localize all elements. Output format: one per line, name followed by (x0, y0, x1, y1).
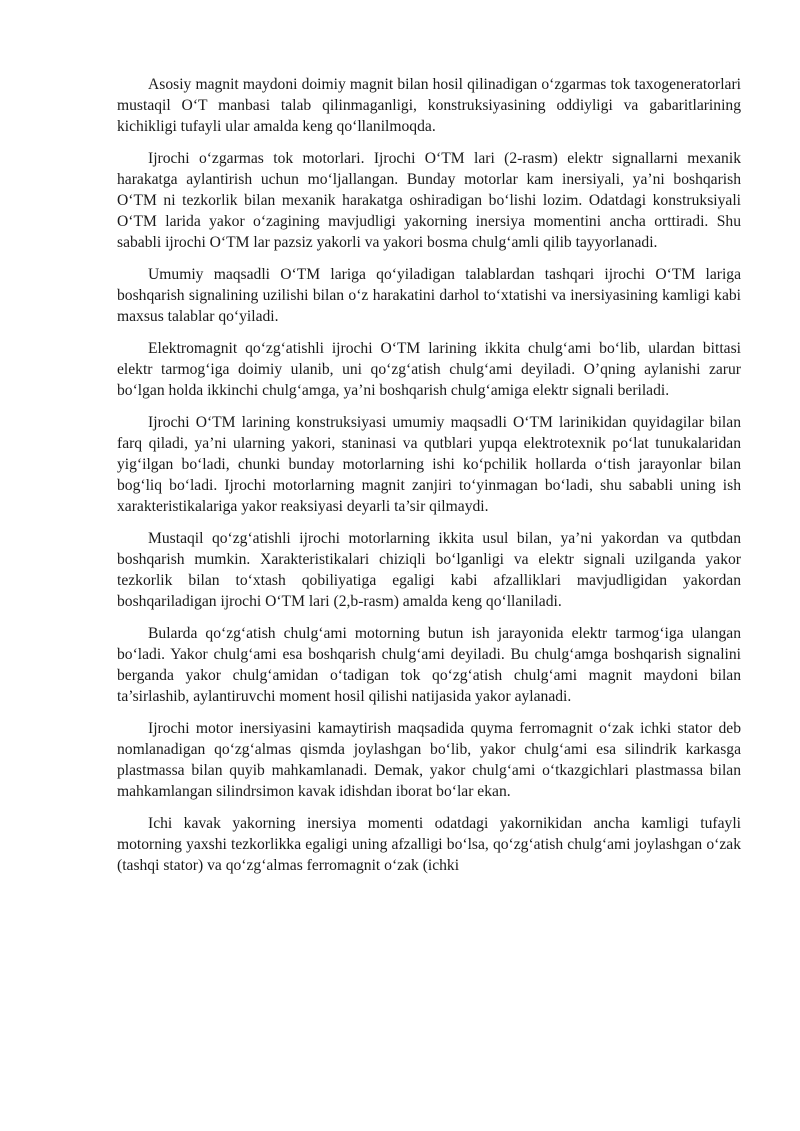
paragraph: Elektromagnit qo‘zg‘atishli ijrochi O‘TM larining ikkita chulg‘ami bo‘lib, ulardan bittasi elektr tarmog‘iga doimiy ulanib, uni qo‘zg‘atish chulg‘ami deyiladi. O’qning aylanishi zarur bo‘lgan holda ikkinchi chulg‘amga, ya’ni boshqarish chulg‘amiga elektr signali beriladi. (117, 340, 741, 399)
paragraph: Mustaqil qo‘zg‘atishli ijrochi motorlarning ikkita usul bilan, ya’ni yakordan va qutbdan boshqarish mumkin. Xarakteristikalari chiziqli bo‘lganligi va elektr signali uzilganda yakor tezkorlik bilan to‘xtash qobiliyatiga egaligi kabi afzalliklari mavjudligidan yakordan boshqariladigan ijrochi O‘TM lari (2,b-rasm) amalda keng qo‘llaniladi. (117, 530, 741, 610)
paragraph: Bularda qo‘zg‘atish chulg‘ami motorning butun ish jarayonida elektr tarmog‘iga ulangan bo‘ladi. Yakor chulg‘ami esa boshqarish chulg‘ami deyiladi. Bu chulg‘amga boshqarish signalini berganda yakor chulg‘amidan o‘tadigan tok qo‘zg‘atish chulg‘ami magnit maydoni bilan ta’sirlashib, aylantiruvchi moment hosil qilishi natijasida yakor aylanadi. (117, 625, 741, 705)
paragraph: Ichi kavak yakorning inersiya momenti odatdagi yakornikidan ancha kamligi tufayli motorning yaxshi tezkorlikka egaligi uning afzalligi bo‘lsa, qo‘zg‘atish chulg‘ami joylashgan o‘zak (tashqi stator) va qo‘zg‘almas ferromagnit o‘zak (ichki (117, 815, 741, 874)
paragraph: Asosiy magnit maydoni doimiy magnit bilan hosil qilinadigan o‘zgarmas tok taxogeneratorlari mustaqil O‘T manbasi talab qilinmaganligi, konstruksiyasining oddiyligi va gabaritlarining kichikligi tufayli ular amalda keng qo‘llanilmoqda. (117, 76, 741, 135)
paragraph: Ijrochi o‘zgarmas tok motorlari. Ijrochi O‘TM lari (2-rasm) elektr signallarni mexanik harakatga aylantirish uchun mo‘ljallangan. Bunday motorlar kam inersiyali, ya’ni boshqarish O‘TM ni tezkorlik bilan mexanik harakatga oshiradigan bo‘lishi lozim. Odatdagi konstruksiyali O‘TM larida yakor o‘zagining mavjudligi yakorning inersiya momentini ancha orttiradi. Shu sababli ijrochi O‘TM lar pazsiz yakorli va yakori bosma chulg‘amli qilib tayyorlanadi. (117, 150, 741, 251)
paragraph: Ijrochi O‘TM larining konstruksiyasi umumiy maqsadli O‘TM larinikidan quyidagilar bilan farq qiladi, ya’ni ularning yakori, staninasi va qutblari yupqa elektrotexnik po‘lat tunukalaridan yig‘ilgan bo‘ladi, chunki bunday motorlarning ishi ko‘pchilik hollarda o‘tish jarayonlar bilan bog‘liq bo‘ladi. Ijrochi motorlarning magnit zanjiri to‘yinmagan bo‘ladi, shu sababli uning ish xarakteristikalariga yakor reaksiyasi deyarli ta’sir qilmaydi. (117, 414, 741, 515)
document-body (117, 74, 741, 887)
paragraph: Umumiy maqsadli O‘TM lariga qo‘yiladigan talablardan tashqari ijrochi O‘TM lariga boshqarish signalining uzilishi bilan o‘z harakatini darhol to‘xtatishi va inersiyasining kamligi kabi maxsus talablar qo‘yiladi. (117, 266, 741, 325)
paragraph: Ijrochi motor inersiyasini kamaytirish maqsadida quyma ferromagnit o‘zak ichki stator deb nomlanadigan qo‘zg‘almas qismda joylashgan bo‘lib, yakor chulg‘ami esa silindrik karkasga plastmassa bilan quyib mahkamlanadi. Demak, yakor chulg‘ami o‘tkazgichlari plastmassa bilan mahkamlangan silindrsimon kavak idishdan iborat bo‘lar ekan. (117, 720, 741, 800)
